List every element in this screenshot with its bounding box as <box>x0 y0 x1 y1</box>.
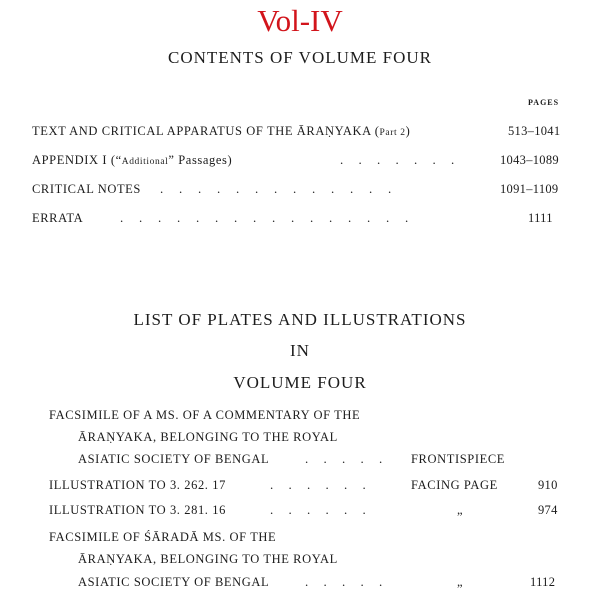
plate-entry-line: ILLUSTRATION TO 3. 281. 16 <box>49 503 226 517</box>
entry-text-close: ) <box>405 124 411 138</box>
leader-dots: . . . . . . <box>270 477 366 492</box>
leader-dots: . . . . . . <box>270 502 366 517</box>
plates-heading-line1: LIST OF PLATES AND ILLUSTRATIONS <box>133 310 467 329</box>
contents-entry-appendix <box>32 153 232 168</box>
pages-column-label: PAGES <box>528 98 560 107</box>
plates-heading-line2: IN <box>290 341 310 360</box>
entry-text: APPENDIX I (“ <box>32 153 122 167</box>
plate-entry-line: ASIATIC SOCIETY OF BENGAL <box>78 575 270 589</box>
contents-entry-pages: 1111 <box>528 211 553 225</box>
contents-entry-text-apparatus <box>32 124 410 139</box>
plate-page: 910 <box>538 478 558 492</box>
plate-placement-ditto: „ <box>457 503 464 517</box>
leader-dots: . . . . . . . <box>340 152 455 167</box>
contents-entry-pages: 1091–1109 <box>500 182 559 196</box>
plate-entry-line: FACSIMILE OF ŚĀRADĀ MS. OF THE <box>49 530 277 544</box>
plates-heading-line3: VOLUME FOUR <box>233 373 367 392</box>
plate-placement: FACING PAGE <box>411 478 498 492</box>
plate-placement: FRONTISPIECE <box>411 452 506 466</box>
plate-entry-line: ĀRAṆYAKA, BELONGING TO THE ROYAL <box>78 430 338 444</box>
entry-text-close: ” Passages) <box>168 153 233 167</box>
contents-entry-pages: 513–1041 <box>508 124 561 138</box>
leader-dots: . . . . . . . . . . . . . . . . <box>120 210 409 225</box>
plate-entry-line: ASIATIC SOCIETY OF BENGAL <box>78 452 270 466</box>
leader-dots: . . . . . <box>305 574 383 589</box>
contents-entry-errata: ERRATA <box>32 211 84 225</box>
plate-page: 1112 <box>530 575 556 589</box>
contents-entry-critical-notes: CRITICAL NOTES <box>32 182 141 196</box>
contents-heading: CONTENTS OF VOLUME FOUR <box>167 48 432 67</box>
plate-entry-line: ĀRAṆYAKA, BELONGING TO THE ROYAL <box>78 552 338 566</box>
contents-entry-pages: 1043–1089 <box>500 153 559 167</box>
entry-text: TEXT AND CRITICAL APPARATUS OF THE ĀRAṆYAKA ( <box>32 124 380 138</box>
entry-smallcaps: Part 2 <box>379 128 406 138</box>
leader-dots: . . . . . <box>305 451 383 466</box>
plate-page: 974 <box>538 503 558 517</box>
volume-label: Vol-IV <box>257 3 343 38</box>
plate-placement-ditto: „ <box>457 575 464 589</box>
entry-smallcaps: Additional <box>121 157 169 167</box>
plate-entry-line: FACSIMILE OF A MS. OF A COMMENTARY OF THE <box>49 408 361 422</box>
plate-entry-line: ILLUSTRATION TO 3. 262. 17 <box>49 478 226 492</box>
leader-dots: . . . . . . . . . . . . . <box>160 181 392 196</box>
